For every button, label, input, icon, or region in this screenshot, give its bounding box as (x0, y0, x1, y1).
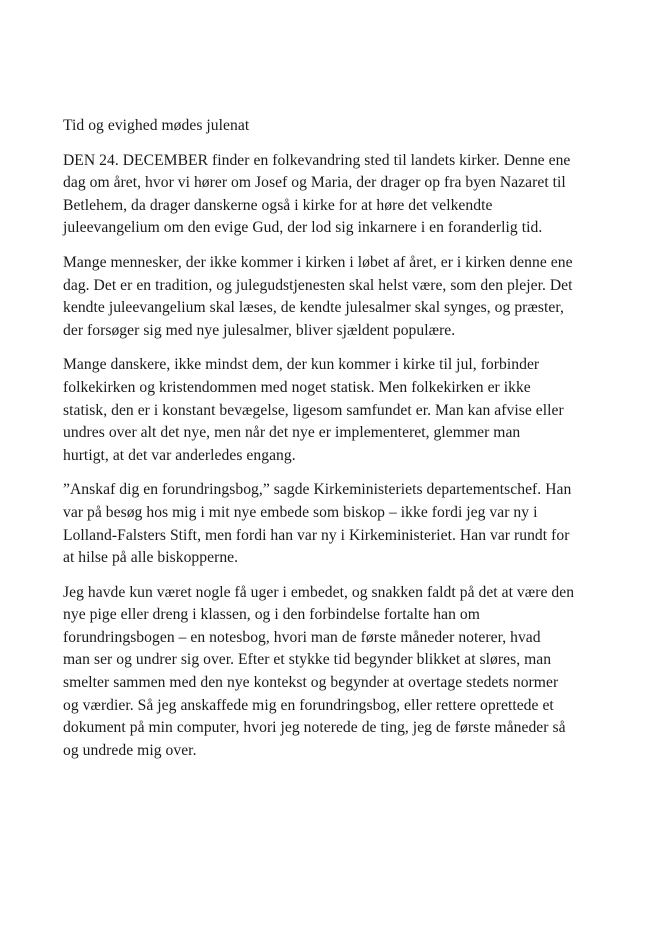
text-line: ”Anskaf dig en forundringsbog,” sagde Kirkeministeriets departementschef. Han (63, 481, 572, 499)
text-line: Jeg havde kun været nogle få uger i embedet, og snakken faldt på det at være den (63, 583, 575, 601)
text-line: at hilse på alle biskopperne. (63, 549, 239, 567)
text-line: dag. Det er en tradition, og julegudstjenesten skal helst være, som den plejer. Det (63, 276, 573, 294)
text-line: folkekirken og kristendommen med noget statisk. Men folkekirken er ikke (63, 378, 531, 396)
text-line: dag om året, hvor vi hører om Josef og Maria, der drager op fra byen Nazaret til (63, 174, 566, 192)
paragraph-1 (63, 150, 623, 240)
text-line: juleevangelium om den evige Gud, der lod sig inkarnere i en foranderlig tid. (63, 219, 543, 237)
paragraph-5 (63, 582, 623, 763)
text-line: Lolland-Falsters Stift, men fordi han var ny i Kirkeministeriet. Han var rundt for (63, 526, 570, 544)
text-line: der forsøger sig med nye julesalmer, bliver sjældent populære. (63, 321, 456, 339)
text-line: var på besøg hos mig i mit nye embede som biskop – ikke fordi jeg var ny i (63, 503, 538, 521)
text-line: undres over alt det nye, men når det nye er implementeret, glemmer man (63, 424, 521, 442)
text-line: man ser og undrer sig over. Efter et stykke tid begynder blikket at sløres, man (63, 651, 552, 669)
text-line: kendte juleevangelium skal læses, de kendte julesalmer skal synges, og præster, (63, 299, 564, 317)
text-line: nye pige eller dreng i klassen, og i den forbindelse fortalte han om (63, 606, 480, 624)
text-line: hurtigt, at det var anderledes engang. (63, 446, 296, 464)
article-title: Tid og evighed mødes julenat (63, 117, 250, 134)
text-line: dokument på min computer, hvori jeg noterede de ting, jeg de første måneder så (63, 719, 566, 737)
paragraph-4 (63, 479, 623, 569)
text-line: statisk, den er i konstant bevægelse, ligesom samfundet er. Man kan afvise eller (63, 401, 564, 419)
text-line: DEN 24. DECEMBER finder en folkevandring sted til landets kirker. Denne ene (63, 151, 571, 169)
article-body (63, 115, 623, 774)
text-line: og undrede mig over. (63, 741, 197, 759)
text-line: forundringsbogen – en notesbog, hvori man de første måneder noterer, hvad (63, 628, 541, 646)
text-line: og værdier. Så jeg anskaffede mig en forundringsbog, eller rettere oprettede et (63, 696, 554, 714)
text-line: Mange mennesker, der ikke kommer i kirken i løbet af året, er i kirken denne ene (63, 253, 573, 271)
paragraph-2 (63, 252, 623, 342)
text-line: Betlehem, da drager danskerne også i kirke for at høre det velkendte (63, 196, 493, 214)
text-line: Mange danskere, ikke mindst dem, der kun kommer i kirke til jul, forbinder (63, 356, 540, 374)
paragraph-3 (63, 354, 623, 467)
text-line: smelter sammen med den nye kontekst og begynder at overtage stedets normer (63, 674, 559, 692)
